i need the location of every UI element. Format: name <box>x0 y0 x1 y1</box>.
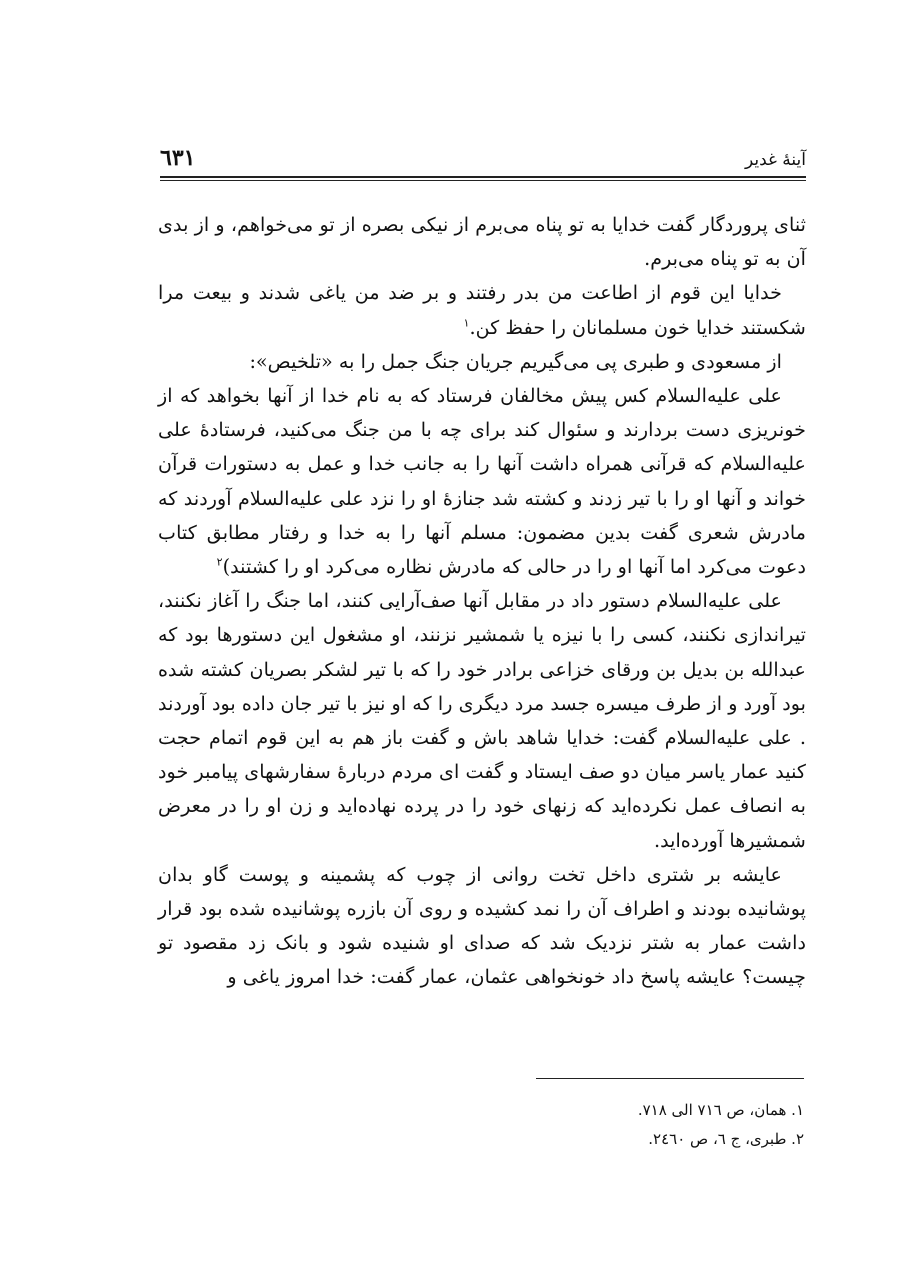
header-rule-thick <box>160 176 806 178</box>
paragraph: علی علیه‌السلام کس پیش مخالفان فرستاد که به نام خدا از آنها بخواهد که از خونریزی دست بردارند و سئوال کند برای چه با من جنگ می‌کنید، فرستادهٔ علی علیه‌السلام که قرآنی همراه داشت آنها را به جانب خدا و عمل به دستورات قرآن خواند و آنها او را با تیر زدند و کشته شد جنازهٔ او را نزد علی علیه‌السلام آوردند که مادرش شعری گفت بدین مضمون: مسلم آنها را به خدا و رفتار مطابق کتاب دعوت می‌کرد اما آنها او را در حالی که مادرش نظاره می‌کرد او را کشتند)$^٢$ <box>158 384 806 579</box>
paragraph: خدایا این قوم از اطاعت من بدر رفتند و بر ضد من یاغی شدند و بیعت مرا شکستند خدایا خون مسلمانان را حفظ کن.$^١$ <box>158 281 806 339</box>
footnote-ref[interactable]: ١ <box>463 316 470 330</box>
footnote-separator <box>536 1078 804 1079</box>
footnote-item: ٢. طبری، ج ٦، ص ٢٤٦٠. <box>648 1130 804 1148</box>
footnote-ref[interactable]: ٢ <box>216 555 223 569</box>
page-number: ٦٣١ <box>160 145 196 171</box>
paragraph: از مسعودی و طبری پی می‌گیریم جریان جنگ جمل را به «تلخیص»: <box>249 349 782 373</box>
header-rule-thin <box>160 180 806 181</box>
running-header <box>160 140 806 176</box>
footnotes <box>160 1096 804 1154</box>
paragraph: ثنای پروردگار گفت خدایا به تو پناه می‌برم از نیکی بصره از تو می‌خواهم، و از بدی آن به تو پناه می‌برم. <box>158 213 806 271</box>
paragraph: عایشه بر شتری داخل تخت روانی از چوب که پشمینه و پوست گاو بدان پوشانیده بودند و اطراف آن را نمد کشیده و روی آن بازره پوشانیده شده بود قرار داشت عمار به شتر نزدیک شد که صدای او شنیده شود و بانک زد مقصود تو چیست؟ عایشه پاسخ داد خونخواهی عثمان، عمار گفت: خدا امروز یاغی و <box>158 862 806 989</box>
paragraph: علی علیه‌السلام دستور داد در مقابل آنها صف‌آرایی کنند، اما جنگ را آغاز نکنند، تیراندازی نکنند، کسی را با نیزه یا شمشیر نزنند، او مشغول این دستورها بود که عبدالله بن بدیل بن ورقای خزاعی برادر خود را که با تیر لشکر بصریان کشته شده بود آورد و از طرف میسره جسد مرد دیگری را که او نیز با تیر جان داده بود آوردند . علی علیه‌السلام گفت: خدایا شاهد باش و گفت باز هم به این قوم اتمام حجت کنید عمار یاسر میان دو صف ایستاد و گفت ای مردم دربارهٔ سفارشهای پیامبر خود به انصاف عمل نکرده‌اید که زنهای خود را در پرده نهاده‌اید و زن او را در معرض شمشیرها آورده‌اید. <box>158 589 806 852</box>
footnote-item: ١. همان، ص ٧١٦ الی ٧١٨. <box>637 1101 804 1119</box>
running-title: آینهٔ غدیر <box>744 150 806 170</box>
body-text <box>158 208 806 995</box>
